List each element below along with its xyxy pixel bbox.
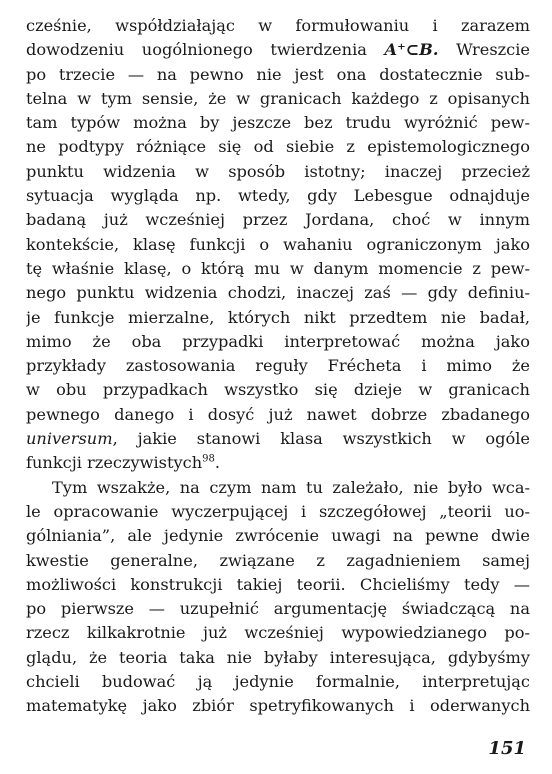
text-line: po pierwsze — uzupełnić argumentację świadczącą na xyxy=(26,599,530,619)
text-line: gólniania”, ale jedynie zwrócenie uwagi na pewne dwie xyxy=(26,526,530,546)
text-line: ne podtypy różniące się od siebie z epistemologicznego xyxy=(26,137,530,157)
text-line: mimo że oba przypadki interpretować można jako xyxy=(26,331,530,351)
text-line: przykłady zastosowania reguły Frécheta i mimo że xyxy=(26,356,530,376)
text-line xyxy=(26,38,530,62)
text-line: tę właśnie klasę, o którą mu w danym momencie z pew- xyxy=(26,258,530,278)
text-line: matematykę jako zbiór spetryfikowanych i oderwanych xyxy=(26,696,530,716)
text-line: nego punktu widzenia chodzi, inaczej zaś — gdy definiu- xyxy=(26,283,530,303)
paragraph-1 xyxy=(26,14,530,476)
text-line: Tym wszakże, na czym nam tu zależało, nie było wca- xyxy=(52,477,530,497)
formula: A⁺⊂B. xyxy=(384,40,439,60)
italic-term: universum xyxy=(26,429,113,449)
text-segment: , jakie stanowi klasa wszystkich w ogóle xyxy=(112,429,530,449)
text-line: kwestie generalne, związane z zagadnieniem samej xyxy=(26,550,530,570)
text-line xyxy=(26,427,530,451)
text-segment: funkcji rzeczywistych xyxy=(26,453,203,473)
text-line: chcieli budować ją jedynie formalnie, interpretując xyxy=(26,672,530,692)
text-line: sytuacja wygląda np. wtedy, gdy Lebesgue odnajduje xyxy=(26,186,530,206)
paragraph-2 xyxy=(26,476,530,719)
text-line: glądu, że teoria taka nie byłaby interesująca, gdybyśmy xyxy=(26,647,530,667)
text-line xyxy=(26,451,530,475)
text-line: kontekście, klasę funkcji o wahaniu ograniczonym jako xyxy=(26,234,530,254)
text-line: pewnego danego i dosyć już nawet dobrze zbadanego xyxy=(26,404,530,424)
text-line: telna w tym sensie, że w granicach każdego z opisanych xyxy=(26,88,530,108)
page-body xyxy=(26,14,530,719)
text-line: tam typów można by jeszcze bez trudu wyróżnić pew- xyxy=(26,113,530,133)
page-number: 151 xyxy=(488,738,526,759)
text-line: po trzecie — na pewno nie jest ona dostatecznie sub- xyxy=(26,64,530,84)
text-line: w obu przypadkach wszystko się dzieje w granicach xyxy=(26,380,530,400)
text-line: cześnie, współdziałając w formułowaniu i zarazem xyxy=(26,16,530,35)
text-line: rzecz kilkakrotnie już wcześniej wypowiedzianego po- xyxy=(26,623,530,643)
text-segment: Wreszcie xyxy=(438,40,530,60)
text-segment: . xyxy=(214,453,221,473)
text-line: badaną już wcześniej przez Jordana, choć w innym xyxy=(26,210,530,230)
text-line: je funkcje mierzalne, których nikt przedtem nie badał, xyxy=(26,307,530,327)
text-line: możliwości konstrukcji takiej teorii. Chcieliśmy tedy — xyxy=(26,574,530,594)
text-line: punktu widzenia w sposób istotny; inaczej przecież xyxy=(26,161,530,181)
text-line: le opracowanie wyczerpującej i szczegółowej „teorii uo- xyxy=(26,501,530,521)
text-segment: dowodzeniu uogólnionego twierdzenia xyxy=(26,40,367,60)
footnote-ref[interactable]: 98 xyxy=(202,453,215,465)
